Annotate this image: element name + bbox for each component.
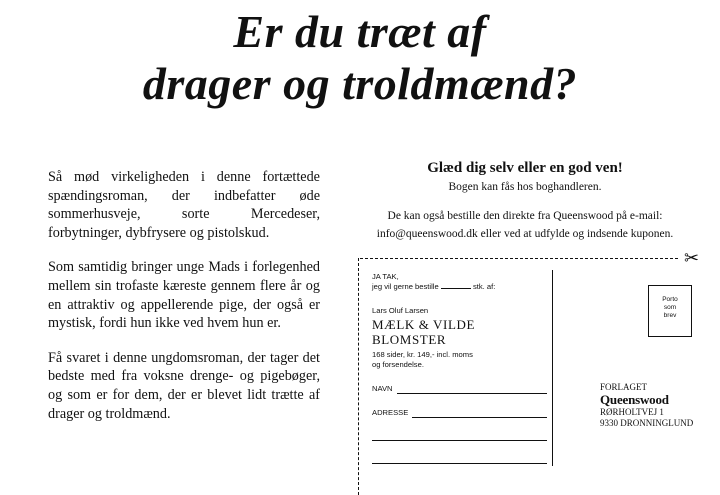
book-title-line-2: BLOMSTER <box>372 332 447 347</box>
name-field[interactable] <box>372 384 547 394</box>
address-input-line[interactable] <box>412 409 547 418</box>
coupon-ja-tak: JA TAK, <box>372 272 399 281</box>
recipient-street: RØRHOLTVEJ 1 <box>600 407 664 417</box>
name-input-line[interactable] <box>397 385 547 394</box>
address-line-3[interactable] <box>372 455 547 464</box>
headline <box>0 6 720 110</box>
recipient-city: 9330 DRONNINGLUND <box>600 418 694 428</box>
book-info-line-1: 168 sider, kr. 149,- incl. moms <box>372 350 473 359</box>
cut-line-horizontal <box>360 258 678 259</box>
book-title-line-1: MÆLK & VILDE <box>372 317 476 332</box>
scissors-icon: ✂ <box>684 248 700 269</box>
headline-line-1: Er du træt af <box>233 6 487 57</box>
name-label: NAVN <box>372 384 393 393</box>
promo-email-line: info@queenswood.dk eller ved at udfylde og indsende kuponen. <box>376 228 674 240</box>
coupon-order-line <box>372 282 547 292</box>
headline-line-2: drager og troldmænd? <box>142 58 578 109</box>
address-label: ADRESSE <box>372 408 409 417</box>
order-coupon <box>372 272 547 464</box>
cut-line-vertical <box>358 258 359 495</box>
coupon-divider <box>552 270 553 466</box>
promo-subtitle: Bogen kan fås hos boghandleren. <box>448 181 602 193</box>
coupon-order-prefix: jeg vil gerne bestille <box>372 282 439 291</box>
promo-order-line: De kan også bestille den direkte fra Queenswood på e-mail: <box>387 210 663 222</box>
book-info-line-2: og forsendelse. <box>372 360 424 369</box>
stamp-line-1: Porto <box>662 296 678 303</box>
address-field[interactable] <box>372 408 547 418</box>
quantity-field[interactable] <box>441 288 471 289</box>
promo-box <box>360 160 690 243</box>
body-paragraph-2: Som samtidig bringer unge Mads i forlegenhed mellem sin trofaste kæreste gennem flere år og en attraktiv og appellerende pige, der også er mystisk, fordi hun ikke ved hvem hun er. <box>48 259 320 332</box>
recipient-address <box>600 382 693 429</box>
promo-title: Glæd dig selv eller en god ven! <box>427 160 623 176</box>
address-line-2[interactable] <box>372 432 547 441</box>
coupon-order-suffix: stk. af: <box>472 282 496 291</box>
stamp-box <box>648 285 692 337</box>
body-paragraph-3: Få svaret i denne ungdomsroman, der tager det bedste med fra voksne drenge- og pigebøger, og som er for dem, der er blevet lidt trætte af drager og troldmænd. <box>48 349 320 422</box>
book-author: Lars Oluf Larsen <box>372 306 429 315</box>
stamp-line-3: brev <box>663 312 677 319</box>
body-paragraph-1: Så mød virkeligheden i denne fortættede spændingsroman, der indbefatter øde sommerhusveje, sorte Mercedeser, forbytninger, dybfrysere og pistolskud. <box>48 169 320 241</box>
body-text <box>48 168 320 439</box>
publisher-logo: Queenswood <box>600 392 669 407</box>
recipient-label: FORLAGET <box>600 382 647 392</box>
stamp-line-2: som <box>663 304 677 311</box>
